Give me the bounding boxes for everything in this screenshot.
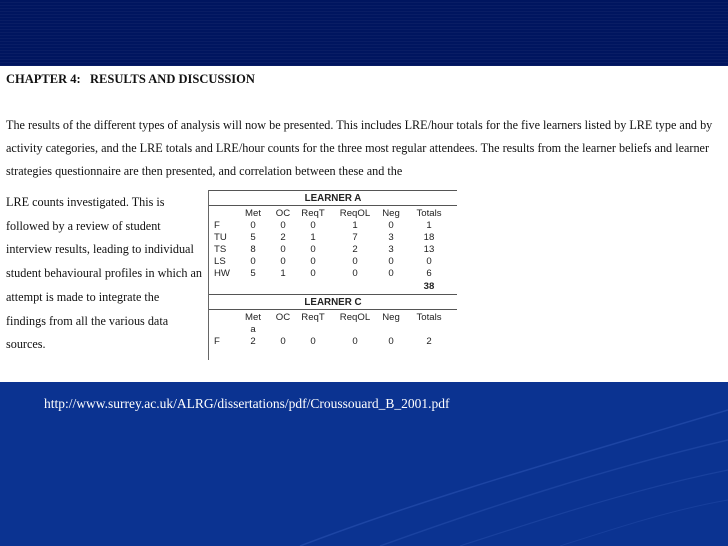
table-cell: 0 — [352, 268, 358, 279]
row-label: HW — [214, 268, 230, 279]
table-total-row — [209, 281, 457, 292]
table-cell: 0 — [310, 336, 316, 347]
table-cell: 0 — [280, 336, 286, 347]
paragraph-line: attempt is made to integrate the — [6, 289, 160, 304]
table-cell: 13 — [423, 244, 435, 255]
header-cell: Totals — [416, 312, 442, 323]
table-cell: 2 — [352, 244, 358, 255]
paragraph-line: LRE counts investigated. This is — [6, 195, 165, 209]
lre-counts-table — [208, 190, 457, 360]
document-excerpt — [0, 66, 728, 382]
table-cell: 0 — [388, 268, 394, 279]
row-label: TS — [214, 244, 227, 255]
table-cell: 0 — [310, 268, 316, 279]
paragraph-line: The results of the different types of analysis will now be presented. This includes LRE/hour totals for the five learners listed by LRE type and by — [6, 118, 713, 132]
table-row — [209, 256, 457, 267]
table-header-row — [209, 208, 457, 219]
header-cell: ReqT — [301, 312, 325, 323]
header-cell: OC — [275, 208, 291, 219]
table-cell: 18 — [423, 232, 435, 243]
table-rule — [209, 309, 457, 310]
paragraph-line: student behavioural profiles in which an — [6, 266, 202, 281]
learner-a-title: LEARNER A — [304, 193, 362, 204]
table-rule — [209, 294, 457, 295]
table-cell: 1 — [280, 268, 286, 279]
table-row — [209, 244, 457, 255]
grand-total: 38 — [423, 281, 435, 292]
table-header-wrap — [209, 324, 457, 335]
table-cell: 0 — [280, 244, 286, 255]
table-header-row — [209, 312, 457, 323]
table-cell: 3 — [388, 244, 394, 255]
table-cell: 5 — [250, 268, 256, 279]
paragraph-line: findings from all the various data — [6, 313, 169, 328]
header-cell: Neg — [382, 208, 400, 219]
header-cell: ReqT — [301, 208, 325, 219]
table-cell: 0 — [352, 336, 358, 347]
table-cell: 0 — [310, 256, 316, 267]
row-label: TU — [214, 232, 227, 243]
table-cell: 5 — [250, 232, 256, 243]
header-cell: Met — [245, 312, 261, 323]
table-cell: 0 — [280, 220, 286, 231]
table-cell: 3 — [388, 232, 394, 243]
table-cell: 0 — [250, 256, 256, 267]
header-cell: OC — [275, 312, 291, 323]
table-row — [209, 268, 457, 279]
source-url-link[interactable]: http://www.surrey.ac.uk/ALRG/dissertations/pdf/Croussouard_B_2001.pdf — [44, 396, 450, 411]
paragraph-full-width — [6, 114, 722, 183]
table-cell: 1 — [352, 220, 358, 231]
table-cell: 7 — [352, 232, 358, 243]
table-cell: 6 — [426, 268, 432, 279]
table-row — [209, 232, 457, 243]
table-cell: 2 — [426, 336, 432, 347]
learner-c-title: LEARNER C — [304, 297, 362, 308]
table-cell: 0 — [310, 220, 316, 231]
header-cell-wrap: a — [250, 324, 256, 335]
table-rule — [209, 205, 457, 206]
chapter-heading: CHAPTER 4: RESULTS AND DISCUSSION — [6, 72, 255, 86]
paragraph-line: sources. — [6, 337, 46, 352]
table-row — [209, 336, 457, 347]
table-cell: 8 — [250, 244, 256, 255]
table-row — [209, 220, 457, 231]
paragraph-line: interview results, leading to individual — [6, 242, 194, 257]
table-cell: 0 — [352, 256, 358, 267]
table-cell: 0 — [388, 256, 394, 267]
paragraph-line: activity categories, and the LRE totals and LRE/hour counts for the three most regular attendees. The results from the learner beliefs and learner — [6, 141, 710, 155]
table-cell: 2 — [250, 336, 256, 347]
table-cell: 1 — [310, 232, 316, 243]
row-label: F — [214, 220, 220, 231]
table-cell: 0 — [426, 256, 432, 267]
header-cell: Neg — [382, 312, 400, 323]
header-cell: ReqOL — [339, 312, 371, 323]
table-cell: 0 — [388, 336, 394, 347]
paragraph-line: strategies questionnaire are then presented, and correlation between these and the — [6, 164, 403, 178]
paragraph-left-column — [6, 191, 211, 357]
table-cell: 0 — [310, 244, 316, 255]
slide-top-band — [0, 0, 728, 66]
row-label: LS — [214, 256, 226, 267]
table-rule — [209, 190, 457, 191]
row-label: F — [214, 336, 220, 347]
table-cell: 1 — [426, 220, 432, 231]
table-cell: 0 — [280, 256, 286, 267]
header-cell: Totals — [416, 208, 442, 219]
header-cell: Met — [245, 208, 261, 219]
table-cell: 0 — [388, 220, 394, 231]
table-cell: 2 — [280, 232, 286, 243]
header-cell: ReqOL — [339, 208, 371, 219]
table-cell: 0 — [250, 220, 256, 231]
paragraph-line: followed by a review of student — [6, 218, 161, 233]
